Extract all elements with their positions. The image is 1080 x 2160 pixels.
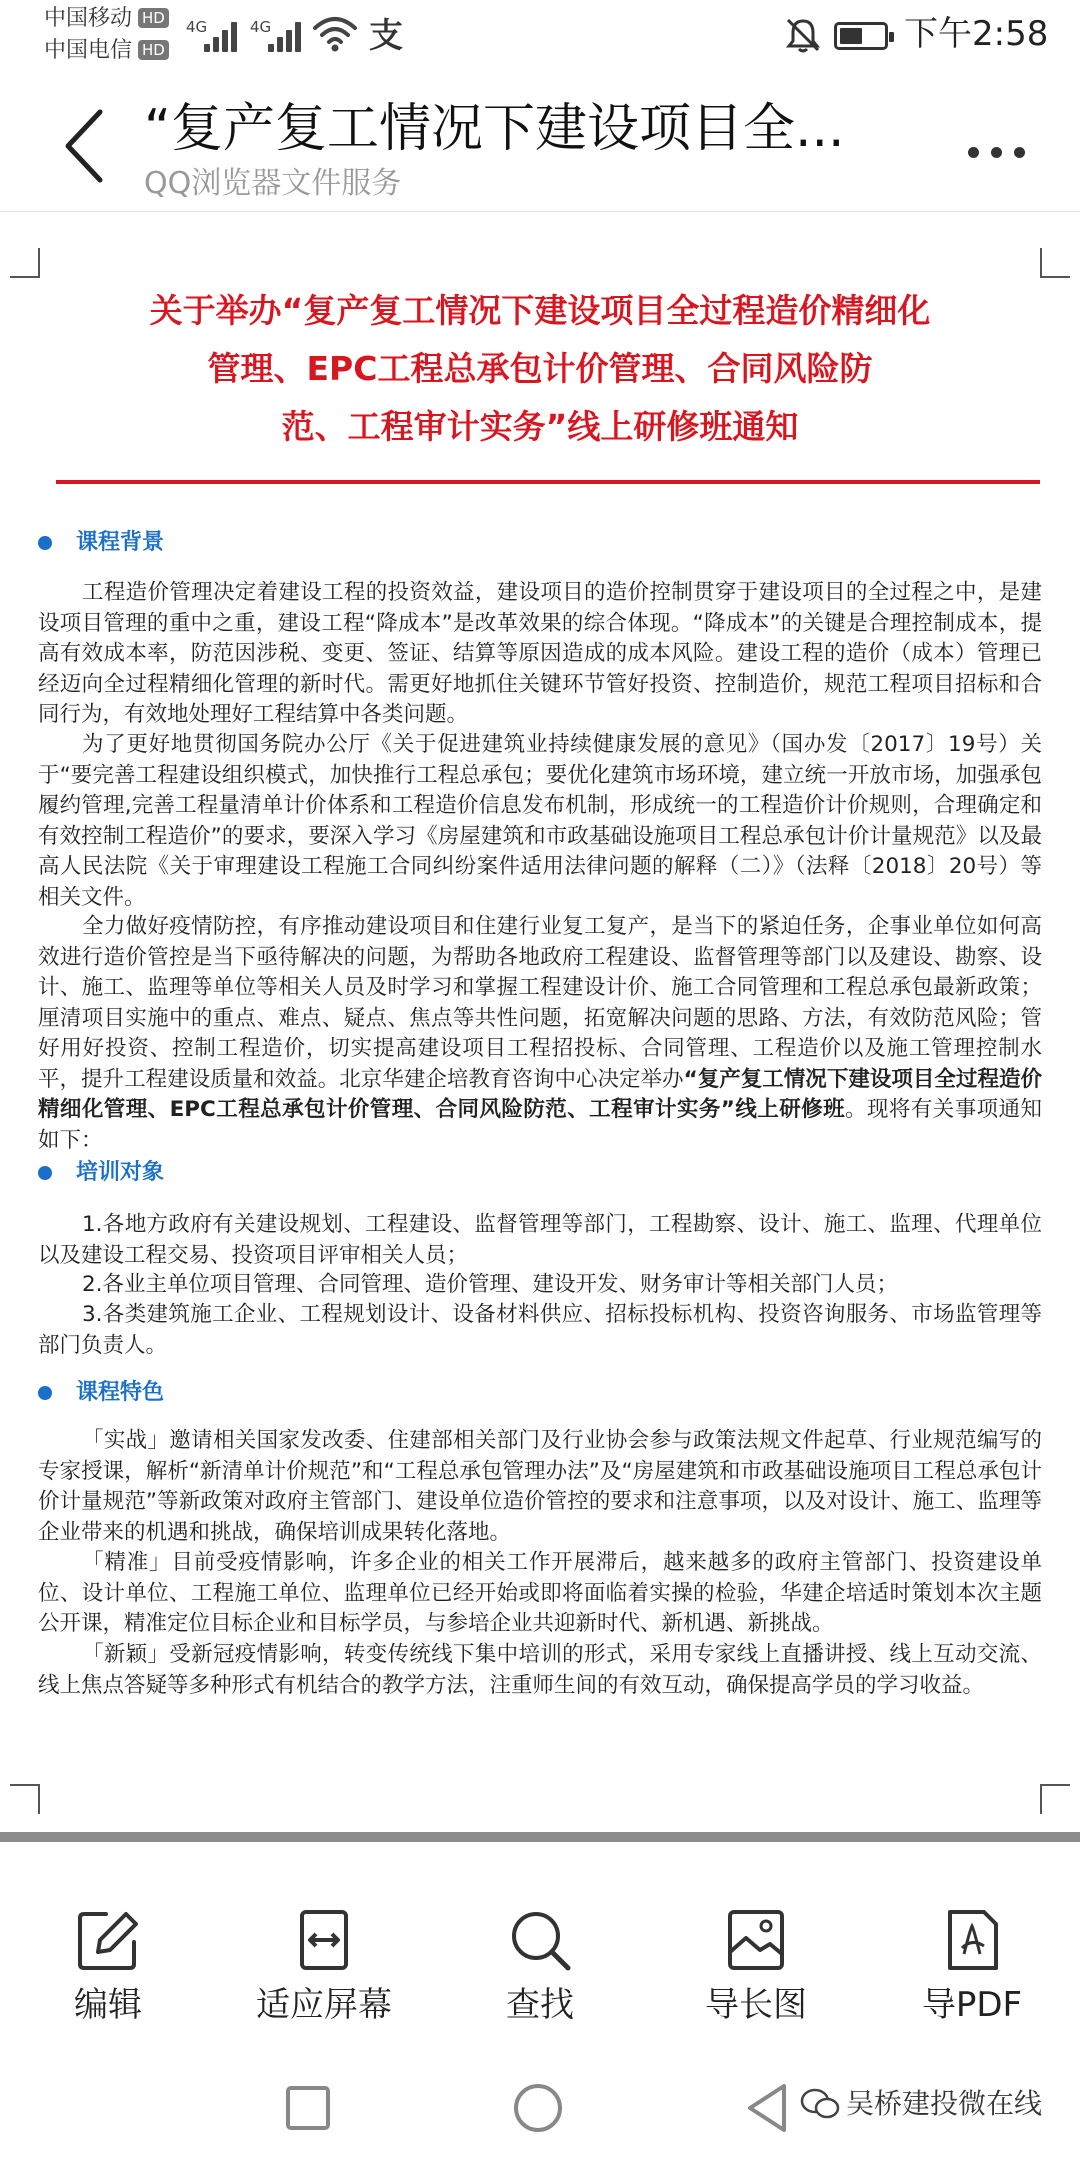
paragraph <box>38 912 1042 1156</box>
mute-icon <box>784 16 822 54</box>
section-heading-targets <box>38 1158 164 1188</box>
notice-title-line: 范、工程审计实务”线上研修班通知 <box>281 407 799 446</box>
notice-title <box>60 282 1020 456</box>
bullet-dot-icon <box>38 536 52 550</box>
edit-button[interactable] <box>8 1898 208 2048</box>
network-type-1: 4G <box>186 18 208 36</box>
edit-label: 编辑 <box>74 1985 142 2025</box>
back-arrow-icon[interactable] <box>56 106 116 186</box>
pdf-icon <box>940 1908 1004 1972</box>
status-bar <box>0 0 1080 72</box>
paragraph: 为了更好地贯彻国务院办公厅《关于促进建筑业持续健康发展的意见》（国办发〔2017〕19号）关于“要完善工程建设组织模式，加快推行工程总承包；要优化建筑市场环境，建立统一开放市场，加强承包履约管理,完善工程量清单计价体系和工程造价信息发布机制，形成统一的工程造价计价规则，合理确定和有效控制工程造价”的要求，要深入学习《房屋建筑和市政基础设施项目工程总承包计价计量规范》以及最高人民法院《关于审理建设工程施工合同纠纷案件适用法律问题的解释（二）》（法释〔2018〕20号）等相关文件。 <box>38 732 1042 910</box>
watermark-text: 吴桥建投微在线 <box>846 2087 1043 2120</box>
export-pdf-button[interactable] <box>872 1898 1072 2048</box>
find-button[interactable] <box>440 1898 640 2048</box>
bullet-dot-icon <box>38 1166 52 1180</box>
document-source: QQ浏览器文件服务 <box>144 166 402 201</box>
home-icon[interactable] <box>508 2078 568 2138</box>
wechat-icon <box>800 2087 840 2121</box>
section-heading-features <box>38 1378 164 1408</box>
export-long-image-button[interactable] <box>656 1898 856 2048</box>
paragraph-text: 。现将有关事项通知如下： <box>38 1097 1042 1153</box>
recent-apps-icon[interactable] <box>278 2078 338 2138</box>
battery-icon <box>834 22 888 50</box>
section-heading-label: 课程特色 <box>76 1380 165 1405</box>
bullet-dot-icon <box>38 1386 52 1400</box>
list-item: 2.各业主单位项目管理、合同管理、造价管理、建设开发、财务审计等相关部门人员； <box>82 1272 899 1297</box>
carrier-2 <box>44 38 169 64</box>
page-separator <box>0 1832 1080 1842</box>
carrier-1 <box>44 6 169 32</box>
export-long-image-label: 导长图 <box>705 1985 807 2025</box>
crop-mark <box>10 248 40 278</box>
alipay-icon: 支 <box>369 16 403 56</box>
find-label: 查找 <box>506 1985 574 2025</box>
edit-icon <box>76 1908 140 1972</box>
notice-title-line: 管理、EPC工程总承包计价管理、合同风险防 <box>207 349 873 388</box>
export-pdf-label: 导PDF <box>921 1985 1023 2025</box>
paragraph-text: 全力做好疫情防控，有序推动建设项目和住建行业复工复产，是当下的紧迫任务，企事业单位如何高效进行造价管控是当下亟待解决的问题，为帮助各地政府工程建设、监督管理等部门以及建设、勘察、设计、施工、监理等单位等相关人员及时学习和掌握工程建设计价、施工合同管理和工程总承包最新政策；厘清项目实施中的重点、难点、疑点、焦点等共性问题，拓宽解决问题的思路、方法，有效防范风险；管好用好投资、控制工程造价，切实提高建设项目工程招投标、合同管理、工程造价以及施工管理控制水平，提升工程建设质量和效益。北京华建企培教育咨询中心决定举办 <box>38 914 1042 1092</box>
document-page[interactable] <box>0 212 1080 1832</box>
notice-title-line: 关于举办“复产复工情况下建设项目全过程造价精细化 <box>149 291 931 330</box>
paragraph: 「实战」邀请相关国家发改委、住建部相关部门及行业协会参与政策法规文件起草、行业规范编写的专家授课，解析“新清单计价规范”和“工程总承包管理办法”及“房屋建筑和市政基础设施项目工程总承包计价计量规范”等新政策对政府主管部门、建设单位造价管控的要求和注意事项，以及对设计、施工、监理等企业带来的机遇和挑战，确保培训成果转化落地。 <box>38 1428 1042 1545</box>
watermark <box>800 2084 1042 2124</box>
paragraph: 「新颖」受新冠疫情影响，转变传统线下集中培训的形式，采用专家线上直播讲授、线上互动交流、线上焦点答疑等多种形式有机结合的教学方法，注重师生间的有效互动，确保提高学员的学习收益。 <box>38 1642 1042 1698</box>
section-heading-background <box>38 528 164 558</box>
search-icon <box>508 1908 572 1972</box>
fit-screen-icon <box>292 1908 356 1972</box>
paragraph-bold-text: “复产复工情况下建设项目全过程造价精细化管理、EPC工程总承包计价管理、合同风险防范、工程审计实务”线上研修班 <box>38 1066 1042 1122</box>
fit-screen-button[interactable] <box>224 1898 424 2048</box>
carrier-2-label: 中国电信 <box>44 38 133 63</box>
clock: 下午2:58 <box>904 14 1049 54</box>
title-bar <box>0 72 1080 212</box>
title-divider <box>56 480 1040 484</box>
more-menu-icon[interactable] <box>956 132 1036 172</box>
carrier-1-label: 中国移动 <box>44 6 133 31</box>
signal-icon <box>204 18 244 52</box>
crop-mark <box>1040 1784 1070 1814</box>
document-title: “复产复工情况下建设项目全... <box>144 99 845 159</box>
crop-mark <box>10 1784 40 1814</box>
paragraph: 工程造价管理决定着建设工程的投资效益，建设项目的造价控制贯穿于建设项目的全过程之中，是建设项目管理的重中之重，建设工程“降成本”是改革效果的综合体现。“降成本”的关键是合理控制成本，提高有效成本率，防范因涉税、变更、签证、结算等原因造成的成本风险。建设工程的造价（成本）管理已经迈向全过程精细化管理的新时代。需更好地抓住关键环节管好投资、控制造价，规范工程项目招标和合同行为，有效地处理好工程结算中各类问题。 <box>38 580 1042 727</box>
network-type-2: 4G <box>250 18 272 36</box>
fit-screen-label: 适应屏幕 <box>256 1985 392 2025</box>
list-item: 1.各地方政府有关建设规划、工程建设、监督管理等部门，工程勘察、设计、施工、监理、代理单位以及建设工程交易、投资项目评审相关人员； <box>38 1212 1042 1268</box>
back-icon[interactable] <box>738 2078 798 2138</box>
hd-badge: HD <box>138 8 169 28</box>
hd-badge: HD <box>138 40 169 60</box>
long-image-icon <box>724 1908 788 1972</box>
paragraph: 「精准」目前受疫情影响，许多企业的相关工作开展滞后，越来越多的政府主管部门、投资建设单位、设计单位、工程施工单位、监理单位已经开始或即将面临着实操的检验，华建企培适时策划本次主题公开课，精准定位目标企业和目标学员，与参培企业共迎新时代、新机遇、新挑战。 <box>38 1550 1042 1636</box>
section-heading-label: 课程背景 <box>76 530 165 555</box>
crop-mark <box>1040 248 1070 278</box>
section-heading-label: 培训对象 <box>76 1160 165 1185</box>
list-item: 3.各类建筑施工企业、工程规划设计、设备材料供应、招标投标机构、投资咨询服务、市场监管理等部门负责人。 <box>38 1302 1042 1358</box>
signal-icon <box>268 18 308 52</box>
bottom-toolbar <box>0 1898 1080 2048</box>
wifi-icon <box>312 14 358 54</box>
